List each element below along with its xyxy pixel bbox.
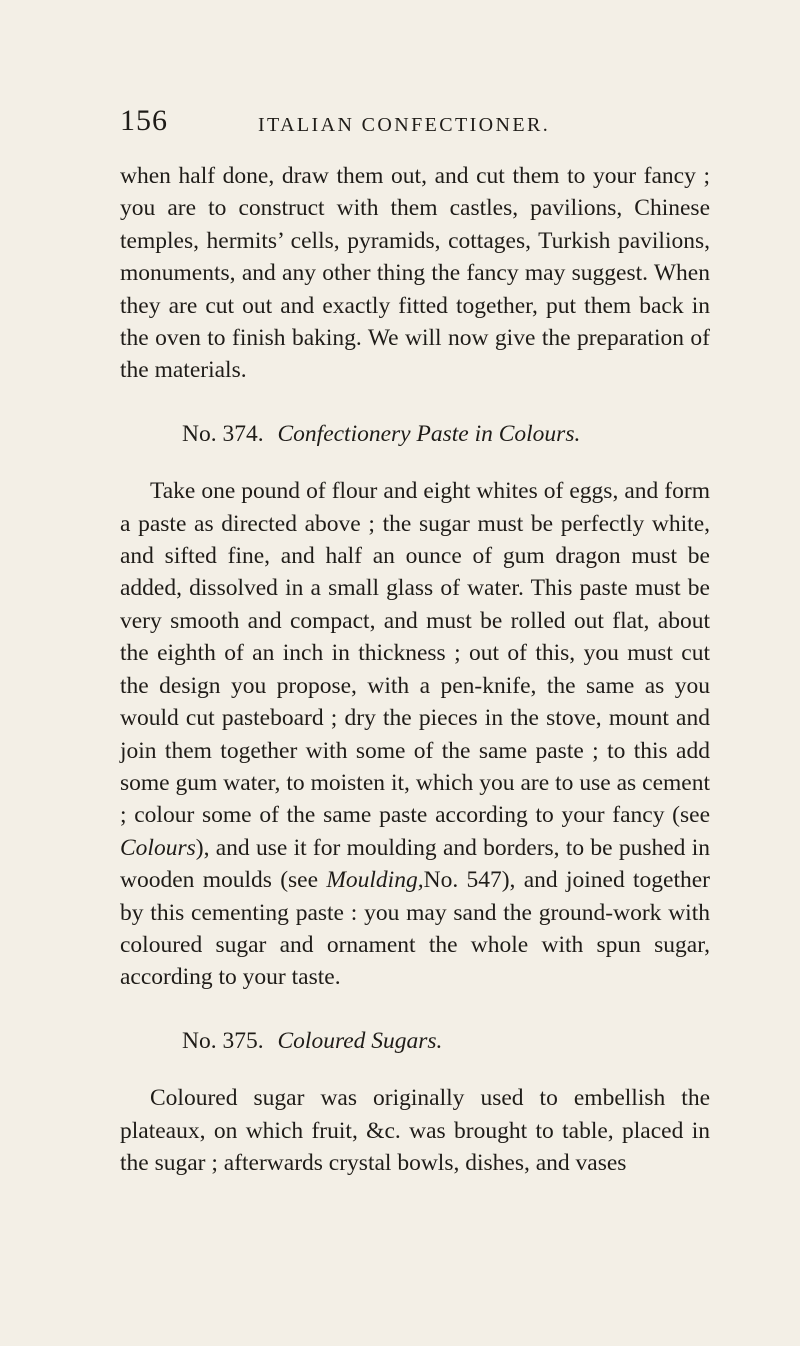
section-title: Coloured Sugars. [277,1027,443,1054]
paragraph-2-text-c: No. 547), and joined together by this cementing paste : you may sand the ground-work with coloured sugar and ornament the whole with spun sugar, according to your taste. [120,867,710,991]
cross-reference-moulding: Moulding, [326,867,424,894]
section-number: No. 375. [182,1027,264,1054]
paragraph-1: when half done, draw them out, and cut them to your fancy ; you are to construct with them castles, pavilions, Chinese temples, hermits’ cells, pyramids, cottages, Turkish pavilions, monuments, and any other thing the fancy may suggest. When they are cut out and exactly fitted together, put them back in the oven to finish baking. We will now give the preparation of the materials. [120,163,710,384]
running-head: ITALIAN CONFECTIONER. [258,114,551,136]
section-heading-374 [120,418,710,450]
paragraph-2-text-b: ), and use it for moulding and borders, to be pushed in wooden moulds (see [120,834,710,894]
section-title: Confectionery Paste in Colours. [277,420,581,447]
paragraph-2 [120,475,710,994]
paragraph-3: Coloured sugar was originally used to embellish the plateaux, on which fruit, &c. was brought to table, placed in the sugar ; afterwards crystal bowls, dishes, and vases [120,1085,710,1176]
section-heading-375 [120,1025,710,1057]
page-header [120,104,710,144]
body-text [120,160,710,1179]
cross-reference-colours: Colours [120,834,196,861]
paragraph-2-text-a: Take one pound of flour and eight whites of eggs, and form a paste as directed above ; the sugar must be perfectly white, and sifted fine, and half an ounce of gum dragon must be added, dissolved in a small glass of water. This paste must be very smooth and compact, and must be rolled out flat, about the eighth of an inch in thickness ; out of this, you must cut the design you propose, with a pen-knife, the same as you would cut pasteboard ; dry the pieces in the stove, mount and join them together with some of the same paste ; to this add some gum water, to moisten it, which you are to use as cement ; colour some of the same paste according to your fancy (see [120,478,710,829]
page-number: 156 [120,104,168,137]
section-number: No. 374. [182,420,264,447]
